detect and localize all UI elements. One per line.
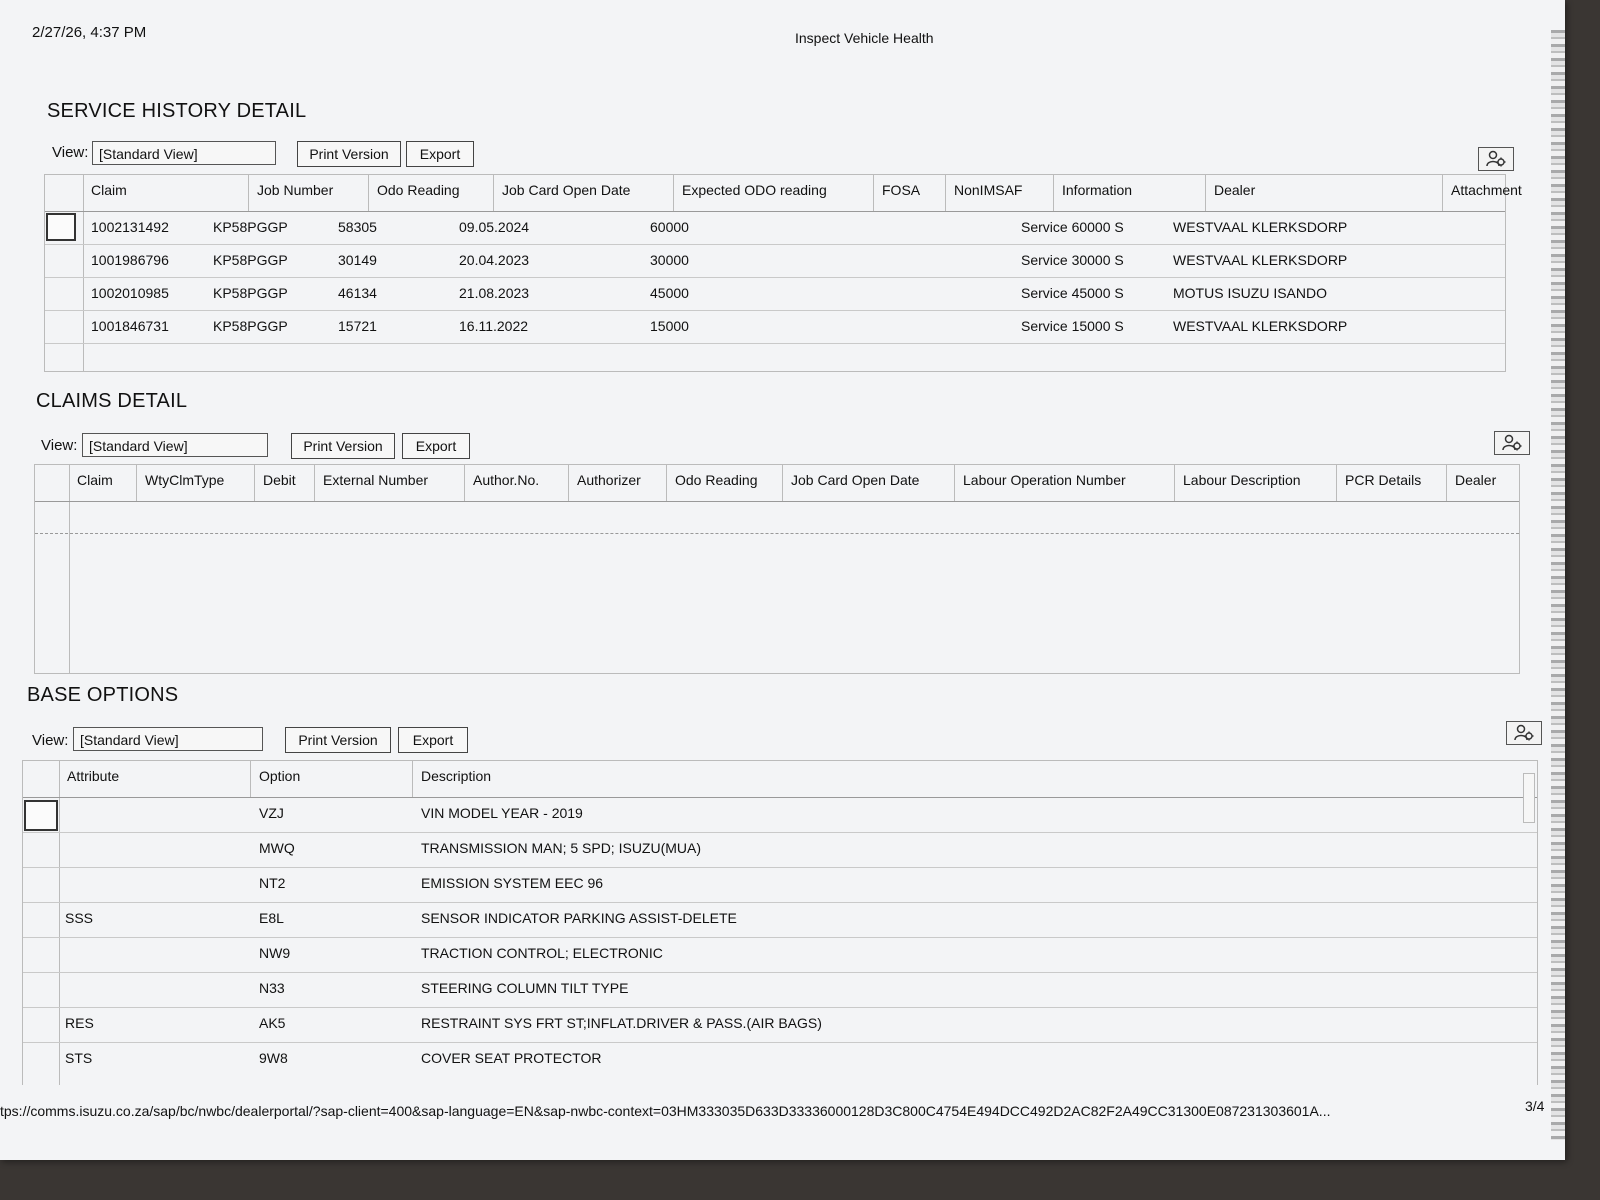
service-history-export-button[interactable]: Export [406, 141, 474, 167]
col-job-card-open-date[interactable]: Job Card Open Date [494, 175, 674, 211]
service-history-view-label: View: [52, 144, 89, 161]
base-options-header-row [23, 761, 1537, 798]
cell-claim: 1001846731 [91, 318, 169, 334]
cell-claim: 1002131492 [91, 219, 169, 235]
table-row[interactable] [45, 211, 1505, 245]
col-authorizer[interactable]: Authorizer [569, 465, 667, 501]
table-row[interactable] [45, 244, 1505, 278]
col-labour-operation-number[interactable]: Labour Operation Number [955, 465, 1175, 501]
claims-export-button[interactable]: Export [402, 433, 470, 459]
cell-description: SENSOR INDICATOR PARKING ASSIST-DELETE [421, 910, 737, 926]
base-options-view-select[interactable]: [Standard View] [73, 727, 263, 751]
cell-option: E8L [259, 910, 284, 926]
col-wtyclmtype[interactable]: WtyClmType [137, 465, 255, 501]
col-expected-odo[interactable]: Expected ODO reading [674, 175, 874, 211]
cell-dealer: WESTVAAL KLERKSDORP [1173, 219, 1348, 235]
col-external-number[interactable]: External Number [315, 465, 465, 501]
cell-option: AK5 [259, 1015, 286, 1031]
claims-print-button[interactable]: Print Version [291, 433, 395, 459]
col-author-no[interactable]: Author.No. [465, 465, 569, 501]
col-pcr-details[interactable]: PCR Details [1337, 465, 1447, 501]
cell-date: 16.11.2022 [459, 318, 529, 334]
cell-dealer: WESTVAAL KLERKSDORP [1173, 252, 1348, 268]
cell-odo: 30149 [338, 252, 377, 268]
cell-job-number: KP58PGGP [213, 252, 288, 268]
col-labour-description[interactable]: Labour Description [1175, 465, 1337, 501]
personalize-settings-icon [1485, 150, 1507, 168]
claims-view-label: View: [41, 437, 78, 454]
cell-description: TRANSMISSION MAN; 5 SPD; ISUZU(MUA) [421, 840, 702, 856]
table-row[interactable] [23, 972, 1537, 1008]
cell-expected: 60000 [650, 219, 689, 235]
cell-attribute: SSS [65, 910, 94, 926]
row-select-checkbox[interactable] [24, 800, 58, 831]
cell-attribute: RES [65, 1015, 94, 1031]
base-options-export-button[interactable]: Export [398, 727, 468, 753]
cell-description: COVER SEAT PROTECTOR [421, 1050, 602, 1066]
table-row[interactable] [23, 797, 1537, 833]
service-history-personalize-button[interactable] [1478, 147, 1514, 171]
col-claim[interactable]: Claim [69, 465, 137, 501]
table-row[interactable] [23, 902, 1537, 938]
table-row[interactable] [35, 501, 1519, 534]
cell-description: STEERING COLUMN TILT TYPE [421, 980, 629, 996]
cell-option: 9W8 [259, 1050, 288, 1066]
cell-option: MWQ [259, 840, 295, 856]
base-options-title: BASE OPTIONS [27, 684, 179, 706]
cell-odo: 46134 [338, 285, 377, 301]
cell-job-number: KP58PGGP [213, 219, 288, 235]
base-options-print-button[interactable]: Print Version [285, 727, 391, 753]
cell-expected: 30000 [650, 252, 689, 268]
footer-url: tps://comms.isuzu.co.za/sap/bc/nwbc/dealerportal/?sap-client=400&sap-language=EN&sap-nwbc-context=03HM333035D633D33336000128D3C800C4754E494DCC492D2AC82F2A49CC31300E087231303601A... [0, 1103, 1331, 1119]
cell-description: VIN MODEL YEAR - 2019 [421, 805, 583, 821]
col-job-number[interactable]: Job Number [249, 175, 369, 211]
cell-information: Service 30000 S [1021, 252, 1124, 268]
cell-odo: 58305 [338, 219, 377, 235]
cell-dealer: MOTUS ISUZU ISANDO [1173, 285, 1328, 301]
cell-option: NW9 [259, 945, 291, 961]
table-row[interactable] [23, 1007, 1537, 1043]
cell-information: Service 60000 S [1021, 219, 1124, 235]
cell-option: VZJ [259, 805, 284, 821]
col-option[interactable]: Option [251, 761, 413, 797]
cell-expected: 15000 [650, 318, 689, 334]
col-information[interactable]: Information [1054, 175, 1206, 211]
col-description[interactable]: Description [421, 768, 492, 784]
col-dealer[interactable]: Dealer [1455, 472, 1497, 488]
cell-description: TRACTION CONTROL; ELECTRONIC [421, 945, 663, 961]
table-row[interactable] [23, 867, 1537, 903]
page-title: Inspect Vehicle Health [795, 30, 934, 46]
table-row[interactable] [45, 277, 1505, 311]
cell-odo: 15721 [338, 318, 377, 334]
page-number: 3/4 [1525, 1098, 1545, 1114]
service-history-print-button[interactable]: Print Version [297, 141, 401, 167]
cell-description: RESTRAINT SYS FRT ST;INFLAT.DRIVER & PASS.(AIR BAGS) [421, 1015, 822, 1031]
base-options-personalize-button[interactable] [1506, 721, 1542, 745]
cell-job-number: KP58PGGP [213, 318, 288, 334]
base-options-view-label: View: [32, 732, 69, 749]
cell-date: 20.04.2023 [459, 252, 530, 268]
cell-attribute: STS [65, 1050, 93, 1066]
claims-title: CLAIMS DETAIL [36, 390, 188, 412]
claims-table [34, 464, 1520, 674]
table-row[interactable] [23, 832, 1537, 868]
table-row[interactable] [45, 310, 1505, 344]
service-history-title: SERVICE HISTORY DETAIL [47, 100, 307, 122]
col-claim[interactable]: Claim [83, 175, 249, 211]
col-job-card-open-date[interactable]: Job Card Open Date [783, 465, 955, 501]
col-debit[interactable]: Debit [255, 465, 315, 501]
col-nonimsaf[interactable]: NonIMSAF [946, 175, 1054, 211]
claims-personalize-button[interactable] [1494, 431, 1530, 455]
col-attribute[interactable]: Attribute [59, 761, 251, 797]
torn-paper-edge [1551, 30, 1565, 1140]
service-history-table [44, 174, 1522, 372]
cell-date: 09.05.2024 [459, 219, 530, 235]
base-options-table [22, 760, 1538, 1085]
personalize-settings-icon [1513, 724, 1535, 742]
cell-option: N33 [259, 980, 285, 996]
print-datetime: 2/27/26, 4:37 PM [32, 24, 147, 41]
col-attachment[interactable]: Attachment [1451, 182, 1522, 198]
cell-expected: 45000 [650, 285, 689, 301]
personalize-settings-icon [1501, 434, 1523, 452]
col-fosa[interactable]: FOSA [874, 175, 946, 211]
cell-claim: 1001986796 [91, 252, 169, 268]
table-row[interactable] [23, 1042, 1537, 1080]
cell-information: Service 15000 S [1021, 318, 1124, 334]
cell-claim: 1002010985 [91, 285, 169, 301]
service-history-header-row [45, 175, 1522, 212]
table-row[interactable] [23, 937, 1537, 973]
claims-header-row [35, 465, 1519, 502]
col-odo-reading[interactable]: Odo Reading [369, 175, 494, 211]
col-dealer[interactable]: Dealer [1206, 175, 1443, 211]
cell-option: NT2 [259, 875, 286, 891]
col-odo-reading[interactable]: Odo Reading [667, 465, 783, 501]
cell-date: 21.08.2023 [459, 285, 530, 301]
cell-job-number: KP58PGGP [213, 285, 288, 301]
row-select-checkbox[interactable] [46, 213, 76, 241]
cell-information: Service 45000 S [1021, 285, 1124, 301]
claims-view-select[interactable]: [Standard View] [82, 433, 268, 457]
service-history-view-select[interactable]: [Standard View] [92, 141, 276, 165]
cell-dealer: WESTVAAL KLERKSDORP [1173, 318, 1348, 334]
cell-description: EMISSION SYSTEM EEC 96 [421, 875, 604, 891]
